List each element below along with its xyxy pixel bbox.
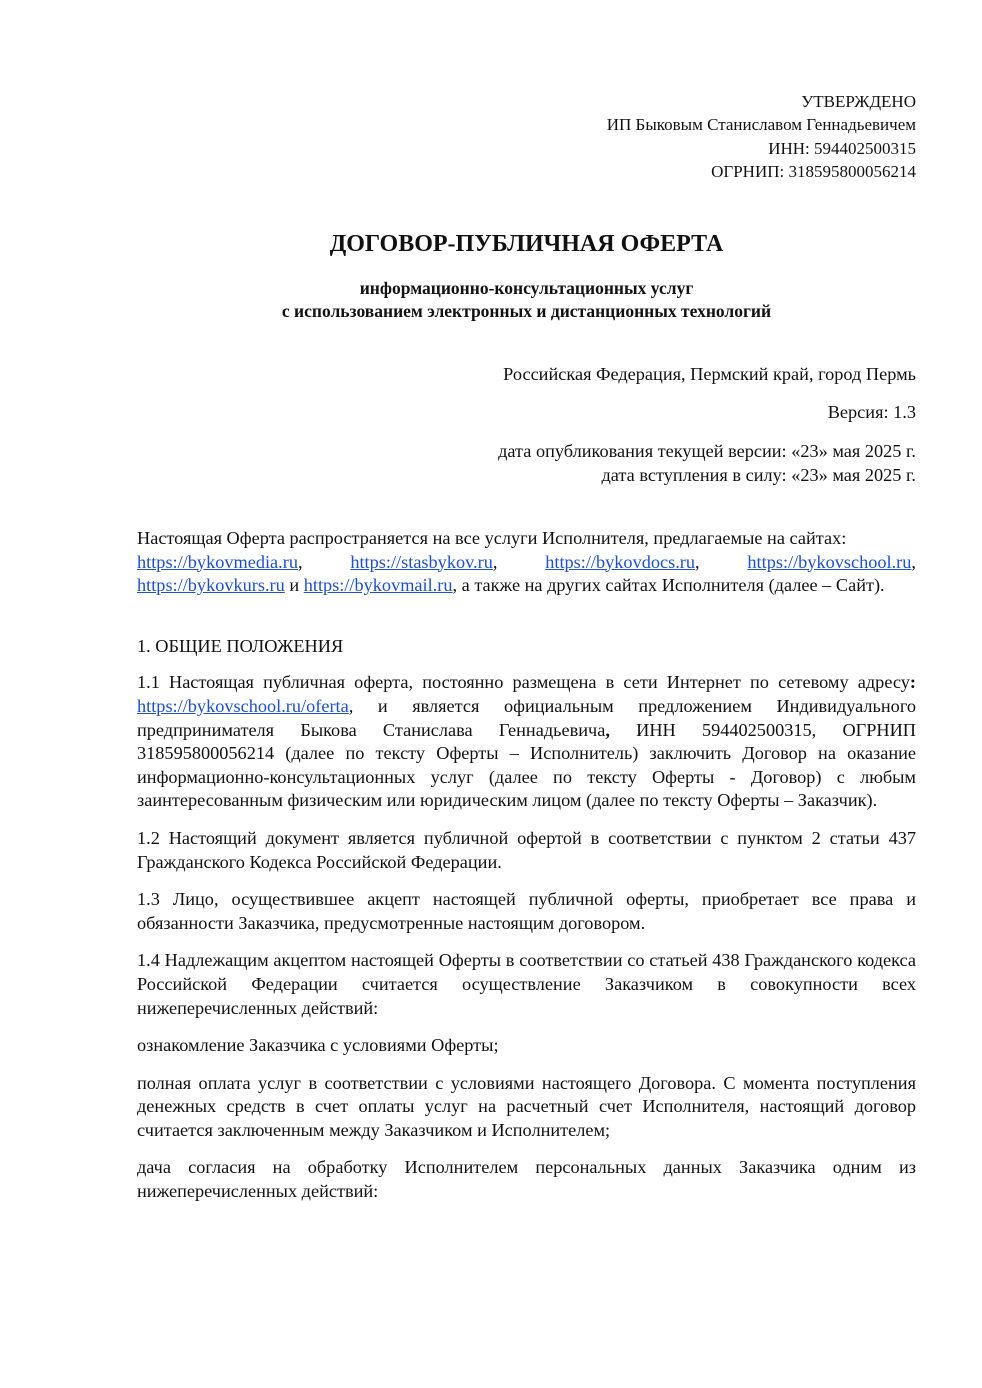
clause-1-4: 1.4 Надлежащим акцептом настоящей Оферты в соответствии со статьей 438 Гражданского кодекса Российской Федерации считается осуществление Заказчиком в совокупности всех нижеперечисленных действий: [137, 950, 916, 1018]
intro-links-line: https://bykovmedia.ru, https://stasbykov.ru, https://bykovdocs.ru, https://bykovschool.ru, [137, 551, 916, 572]
acceptance-item-1: ознакомление Заказчика с условиями Оферты; [137, 1035, 499, 1056]
intro-lead: Настоящая Оферта распространяется на все услуги Исполнителя, предлагаемые на сайтах: [137, 528, 847, 548]
link-bykovdocs[interactable]: https://bykovdocs.ru [545, 551, 696, 572]
document-subtitle [137, 277, 916, 322]
clause-1-1-comma: , [605, 719, 610, 740]
date-published: дата опубликования текущей версии: «23» мая 2025 г. [498, 441, 916, 461]
approval-by: ИП Быковым Станиславом Геннадьевичем [606, 115, 916, 135]
link-oferta[interactable]: https://bykovschool.ru/oferta [137, 695, 349, 716]
document-body [137, 527, 916, 1218]
intro-paragraph [137, 527, 916, 598]
acceptance-item-2: полная оплата услуг в соответствии с условиями настоящего Договора. С момента поступления денежных средств в счет оплаты услуг на расчетный счет Исполнителя, настоящий договор считается заключенным между Заказчиком и Исполнителем; [137, 1072, 916, 1140]
subtitle-line-2: с использованием электронных и дистанционных технологий [281, 300, 772, 321]
link-bykovmedia[interactable]: https://bykovmedia.ru [137, 551, 298, 572]
link-stasbykov[interactable]: https://stasbykov.ru [350, 551, 493, 572]
clause-1-1-colon: : [909, 672, 916, 693]
dates-block [498, 440, 916, 487]
acceptance-item-3: дача согласия на обработку Исполнителем персональных данных Заказчика одним из нижеперечисленных действий: [137, 1157, 916, 1202]
approval-block [607, 90, 916, 184]
clause-1-2: 1.2 Настоящий документ является публичной офертой в соответствии с пунктом 2 статьи 437 Гражданского Кодекса Российской Федерации. [137, 827, 916, 872]
intro-tail [137, 574, 916, 598]
approval-ogrnip: ОГРНИП: 318595800056214 [711, 162, 916, 182]
clause-1-1-end: ИНН 594402500315, ОГРНИП 318595800056214 (далее по тексту Оферты – Исполнитель) заключить Договор на оказание информационно-консультационных услуг (далее по тексту Оферты - Договор) с любым заинтересованным физическим или юридическим лицом (далее по тексту Оферты – Заказчик). [137, 719, 916, 811]
clause-1-1-start: 1.1 Настоящая публичная оферта, постоянно размещена в сети Интернет по сетевому адресу [137, 672, 910, 693]
subtitle-line-1: информационно-консультационных услуг [359, 278, 694, 298]
approval-heading: УТВЕРЖДЕНО [801, 92, 916, 111]
section-1-heading: 1. ОБЩИЕ ПОЛОЖЕНИЯ [137, 635, 344, 656]
intro-tail-text: , а также на других сайтах Исполнителя (далее – Сайт). [452, 575, 885, 596]
intro-and: и [284, 575, 304, 596]
link-bykovkurs[interactable]: https://bykovkurs.ru [137, 575, 285, 596]
document-title: ДОГОВОР-ПУБЛИЧНАЯ ОФЕРТА [329, 231, 724, 257]
version: Версия: 1.3 [827, 402, 916, 422]
approval-inn: ИНН: 594402500315 [768, 138, 916, 158]
clause-1-1-mid: , и является официальным предложением Индивидуального предпринимателя Быкова Станислава Геннадьевича [137, 695, 916, 740]
date-effective: дата вступления в силу: «23» мая 2025 г. [601, 464, 916, 485]
place: Российская Федерация, Пермский край, город Пермь [503, 364, 916, 384]
clause-1-3: 1.3 Лицо, осуществившее акцепт настоящей публичной оферты, приобретает все права и обязанности Заказчика, предусмотренные настоящим договором. [137, 889, 916, 933]
clause-1-1 [137, 671, 916, 813]
link-bykovmail[interactable]: https://bykovmail.ru [303, 575, 453, 596]
link-bykovschool[interactable]: https://bykovschool.ru [747, 551, 912, 572]
